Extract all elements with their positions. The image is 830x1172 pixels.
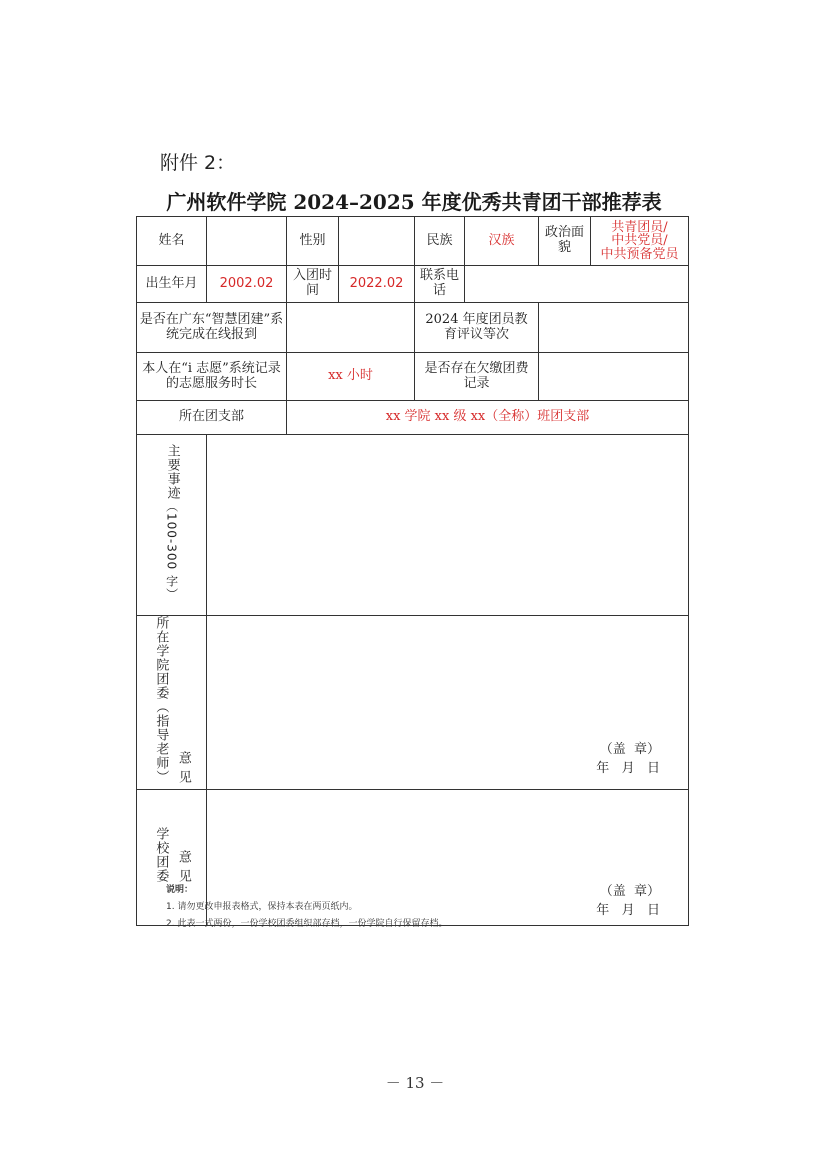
- contact-label: 联系电话: [415, 266, 465, 303]
- college-opinion-label: [152, 616, 168, 784]
- name-label: 姓名: [137, 217, 207, 266]
- page-number: － 13 －: [385, 1074, 445, 1092]
- political-option: 中共预备党员: [600, 246, 679, 262]
- attachment-label: 附件 2：: [160, 152, 236, 174]
- eval-field[interactable]: [539, 303, 689, 353]
- volunteer-label: 本人在“i 志愿”系统记录的志愿服务时长: [137, 353, 287, 401]
- school-opinion-label: 学校团委: [153, 826, 169, 883]
- birth-label: 出生年月: [137, 266, 207, 303]
- dues-label: 是否存在欠缴团费记录: [415, 353, 539, 401]
- eval-label: 2024 年度团员教育评议等次: [415, 303, 539, 353]
- notes-heading: 说明：: [166, 885, 194, 895]
- join-label: 入团时间: [287, 266, 339, 303]
- join-field[interactable]: 2022.02: [339, 266, 415, 303]
- political-label: 政治面貌: [539, 217, 591, 266]
- college-opinion-label-sub: （指导老师）: [153, 700, 169, 784]
- deeds-field[interactable]: [207, 435, 689, 616]
- ethnicity-field[interactable]: 汉族: [465, 217, 539, 266]
- college-opinion-side: 意 见: [175, 750, 191, 784]
- name-field[interactable]: [207, 217, 287, 266]
- deeds-label: [163, 444, 179, 601]
- notes: [166, 882, 447, 933]
- volunteer-field[interactable]: xx 小时: [287, 353, 415, 401]
- note-item: 2. 此表一式两份，一份学校团委组织部存档，一份学院自行保留存档。: [166, 919, 448, 930]
- zhihui-label: 是否在广东“智慧团建”系统完成在线报到: [137, 303, 287, 353]
- school-opinion-side: 意 见: [175, 849, 191, 883]
- deeds-label-sub: （100-300 字）: [164, 500, 179, 601]
- birth-field[interactable]: 2002.02: [207, 266, 287, 303]
- deeds-label-cell: [137, 435, 207, 616]
- college-seal: （盖 章）: [599, 741, 660, 757]
- college-opinion-label-main: 所在学院团委: [153, 616, 169, 700]
- gender-field[interactable]: [339, 217, 415, 266]
- deeds-label-main: 主要事迹: [164, 444, 180, 501]
- recommendation-form: [136, 216, 689, 926]
- political-option: 共青团员/: [611, 219, 668, 235]
- form-title: 广州软件学院 2024–2025 年度优秀共青团干部推荐表: [166, 190, 662, 214]
- college-opinion-field[interactable]: [207, 616, 689, 790]
- dues-field[interactable]: [539, 353, 689, 401]
- contact-field[interactable]: [465, 266, 689, 303]
- political-option: 中共党员/: [611, 233, 668, 249]
- college-opinion-label-cell: [137, 616, 207, 790]
- gender-label: 性别: [287, 217, 339, 266]
- branch-field[interactable]: xx 学院 xx 级 xx（全称）班团支部: [287, 401, 689, 435]
- ethnicity-label: 民族: [415, 217, 465, 266]
- branch-label: 所在团支部: [137, 401, 287, 435]
- political-field[interactable]: [591, 217, 689, 266]
- school-date: 年 月 日: [596, 903, 660, 919]
- zhihui-field[interactable]: [287, 303, 415, 353]
- college-date: 年 月 日: [596, 761, 660, 777]
- school-seal-block: [596, 882, 660, 921]
- college-seal-block: [596, 740, 660, 779]
- school-seal: （盖 章）: [599, 883, 660, 899]
- note-item: 1. 请勿更改申报表格式，保持本表在两页纸内。: [166, 902, 358, 913]
